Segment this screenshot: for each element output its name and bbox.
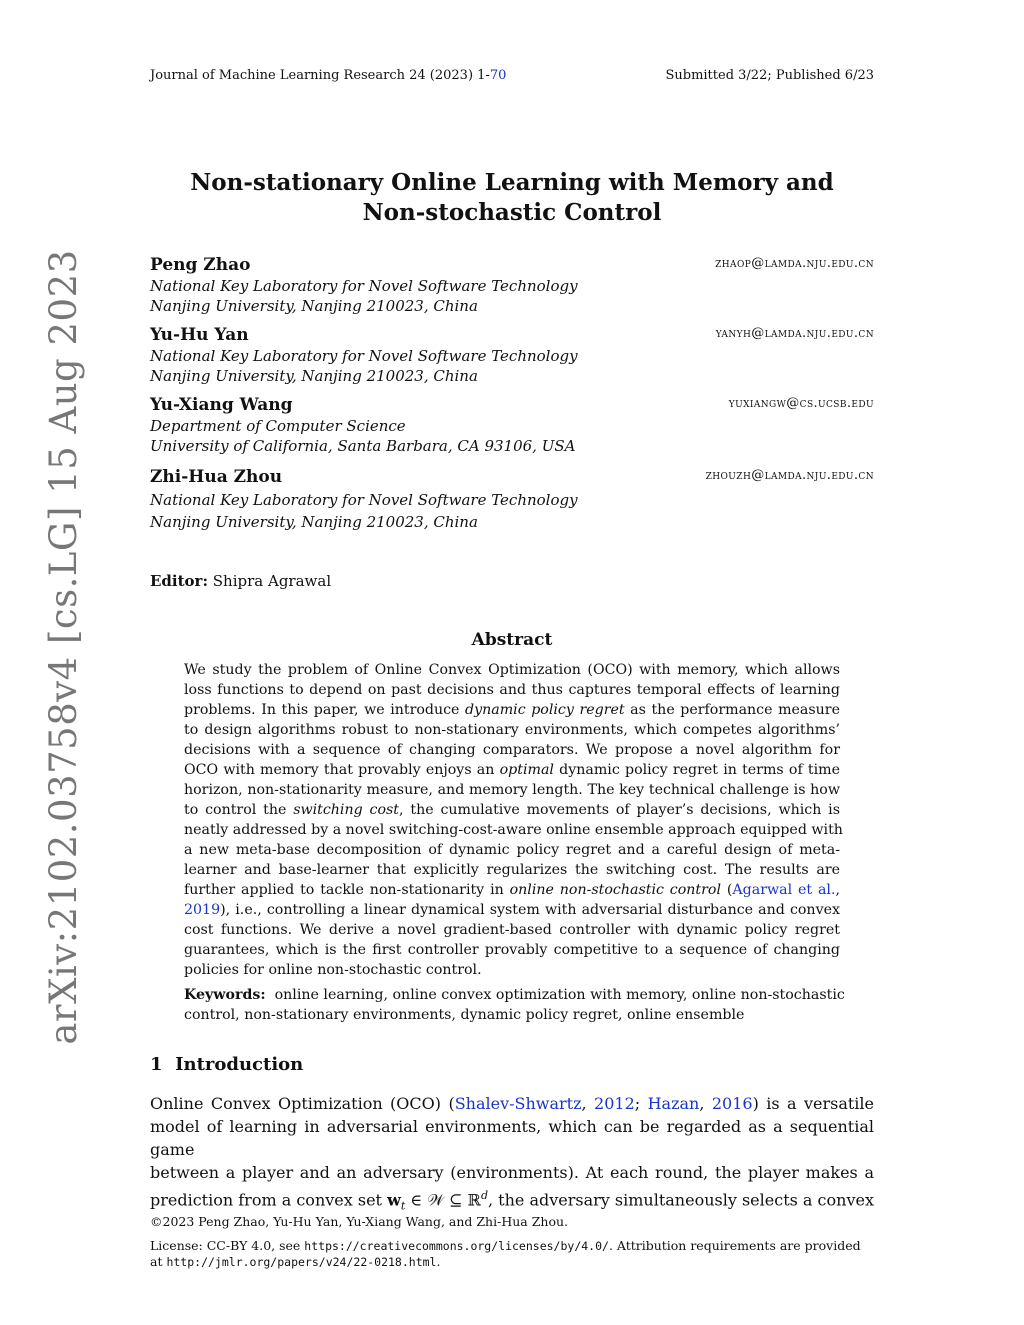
arxiv-stamp: arXiv:2102.03758v4 [cs.LG] 15 Aug 2023 <box>42 249 85 1045</box>
author-affiliation: Nanjing University, Nanjing 210023, China <box>150 367 478 385</box>
math-set-relation: ∈ 𝒲 ⊆ ℝ <box>405 1190 481 1210</box>
section-title: Introduction <box>175 1054 304 1075</box>
abstract-body <box>184 660 843 980</box>
author-block <box>150 466 874 532</box>
abstract-line: 2019), i.e., controlling a linear dynamical system with adversarial disturbance and convex <box>184 902 840 918</box>
author-email[interactable]: yanyh@lamda.nju.edu.cn <box>715 326 874 341</box>
author-email[interactable]: zhouzh@lamda.nju.edu.cn <box>705 468 874 483</box>
author-email[interactable]: zhaop@lamda.nju.edu.cn <box>715 256 874 271</box>
editor-line <box>150 572 331 590</box>
author-affiliation: National Key Laboratory for Novel Software Technology <box>150 491 578 509</box>
journal-pages-link[interactable]: 70 <box>489 68 507 83</box>
author-name: Yu-Xiang Wang <box>150 395 293 415</box>
abstract-line: guarantees, which is the first controller provably competitive to a sequence of changing <box>184 942 840 958</box>
author-block <box>150 324 874 386</box>
submission-dates: Submitted 3/22; Published 6/23 <box>665 68 874 83</box>
math-subscript: t <box>400 1199 406 1213</box>
title-line-1: Non-stationary Online Learning with Memory and <box>190 169 834 196</box>
abstract-line: a new meta-base decomposition of dynamic policy regret and a careful design of meta- <box>184 842 840 858</box>
license-line: License: CC-BY 4.0, see https://creativecommons.org/licenses/by/4.0/. Attribution requirements are provided <box>150 1238 861 1253</box>
term-optimal: optimal <box>499 762 554 778</box>
license-line: at http://jmlr.org/papers/v24/22-0218.html. <box>150 1254 441 1269</box>
author-affiliation: Nanjing University, Nanjing 210023, China <box>150 297 478 315</box>
copyright-notice: ©2023 Peng Zhao, Yu-Hu Yan, Yu-Xiang Wang, and Zhi-Hua Zhou. <box>150 1214 568 1229</box>
author-block <box>150 254 874 316</box>
abstract-line: neatly addressed by a novel switching-cost-aware online ensemble approach equipped with <box>184 822 843 838</box>
abstract-line: OCO with memory that provably enjoys an optimal dynamic policy regret in terms of time <box>184 762 840 778</box>
keywords-label: Keywords: <box>184 987 266 1003</box>
abstract-line: horizon, non-stationarity measure, and memory length. The key technical challenge is how <box>184 782 840 798</box>
author-affiliation: Department of Computer Science <box>150 417 406 435</box>
author-affiliation: National Key Laboratory for Novel Software Technology <box>150 347 578 365</box>
paragraph-line: model of learning in adversarial environments, which can be regarded as a sequential game <box>150 1117 874 1159</box>
citation-link-agarwal[interactable]: Agarwal et al. <box>732 882 836 898</box>
citation-link-shalev-shwartz[interactable]: Shalev-Shwartz <box>454 1094 582 1113</box>
editor-label: Editor: <box>150 572 208 590</box>
citation-link-hazan[interactable]: Hazan <box>647 1094 700 1113</box>
author-affiliation: Nanjing University, Nanjing 210023, China <box>150 513 478 531</box>
keywords-line: Keywords: online learning, online convex optimization with memory, online non-stochastic <box>184 987 845 1003</box>
section-number: 1 <box>150 1054 163 1075</box>
math-superscript: d <box>480 1189 488 1202</box>
section-heading-introduction <box>150 1054 303 1075</box>
paragraph-line: Online Convex Optimization (OCO) (Shalev-Shwartz, 2012; Hazan, 2016) is a versatile <box>150 1094 875 1113</box>
paper-url[interactable]: http://jmlr.org/papers/v24/22-0218.html <box>166 1255 437 1269</box>
journal-citation: Journal of Machine Learning Research 24 (2023) 1- <box>150 68 490 83</box>
paragraph-line: between a player and an adversary (environments). At each round, the player makes a <box>150 1163 874 1182</box>
citation-year-link[interactable]: 2019 <box>184 902 221 918</box>
paragraph-line: prediction from a convex set $w_t$ ∈ 𝒲 ⊆ ℝ$^d$, the adversary simultaneously selects a convex <box>150 1189 874 1213</box>
introduction-body <box>150 1092 874 1218</box>
keywords <box>184 985 854 1025</box>
editor-name: Shipra Agrawal <box>212 572 332 590</box>
abstract-line: We study the problem of Online Convex Optimization (OCO) with memory, which allows <box>184 662 840 678</box>
paper-title <box>150 168 874 228</box>
abstract-line: policies for online non-stochastic control. <box>184 962 482 978</box>
term-switching-cost: switching cost <box>293 802 400 818</box>
citation-year-link[interactable]: 2016 <box>711 1094 753 1113</box>
author-name: Peng Zhao <box>150 255 251 275</box>
abstract-line: decisions with a sequence of changing comparators. We propose a novel algorithm for <box>184 742 840 758</box>
abstract-line: further applied to tackle non-stationarity in online non-stochastic control (Agarwal et al., <box>184 882 840 898</box>
author-name: Yu-Hu Yan <box>150 325 249 345</box>
author-block <box>150 394 874 456</box>
term-online-non-stochastic-control: online non-stochastic control <box>509 882 721 898</box>
abstract-line: to design algorithms robust to non-stationary environments, which competes algorithms’ <box>184 722 840 738</box>
title-line-2: Non-stochastic Control <box>362 199 662 226</box>
license-url[interactable]: https://creativecommons.org/licenses/by/4.0/ <box>304 1239 609 1253</box>
author-affiliation: National Key Laboratory for Novel Software Technology <box>150 277 578 295</box>
math-w: w <box>387 1190 401 1210</box>
abstract-line: learner and base-learner that explicitly regularizes the switching cost. The results are <box>184 862 840 878</box>
author-name: Zhi-Hua Zhou <box>150 467 283 487</box>
keywords-line: control, non-stationary environments, dynamic policy regret, online ensemble <box>184 1007 745 1023</box>
abstract-line: cost functions. We derive a novel gradient-based controller with dynamic policy regret <box>184 922 840 938</box>
abstract-line: loss functions to depend on past decisions and thus captures temporal effects of learning <box>184 682 840 698</box>
license-notice <box>150 1238 874 1270</box>
abstract-heading: Abstract <box>471 630 553 650</box>
citation-year-link[interactable]: 2012 <box>594 1094 635 1113</box>
term-dynamic-policy-regret: dynamic policy regret <box>465 702 625 718</box>
author-affiliation: University of California, Santa Barbara, CA 93106, USA <box>150 437 576 455</box>
abstract-line: to control the switching cost, the cumulative movements of player’s decisions, which is <box>184 802 841 818</box>
author-email[interactable]: yuxiangw@cs.ucsb.edu <box>728 396 874 411</box>
abstract-line: problems. In this paper, we introduce dynamic policy regret as the performance measure <box>184 702 840 718</box>
running-header <box>150 68 874 83</box>
